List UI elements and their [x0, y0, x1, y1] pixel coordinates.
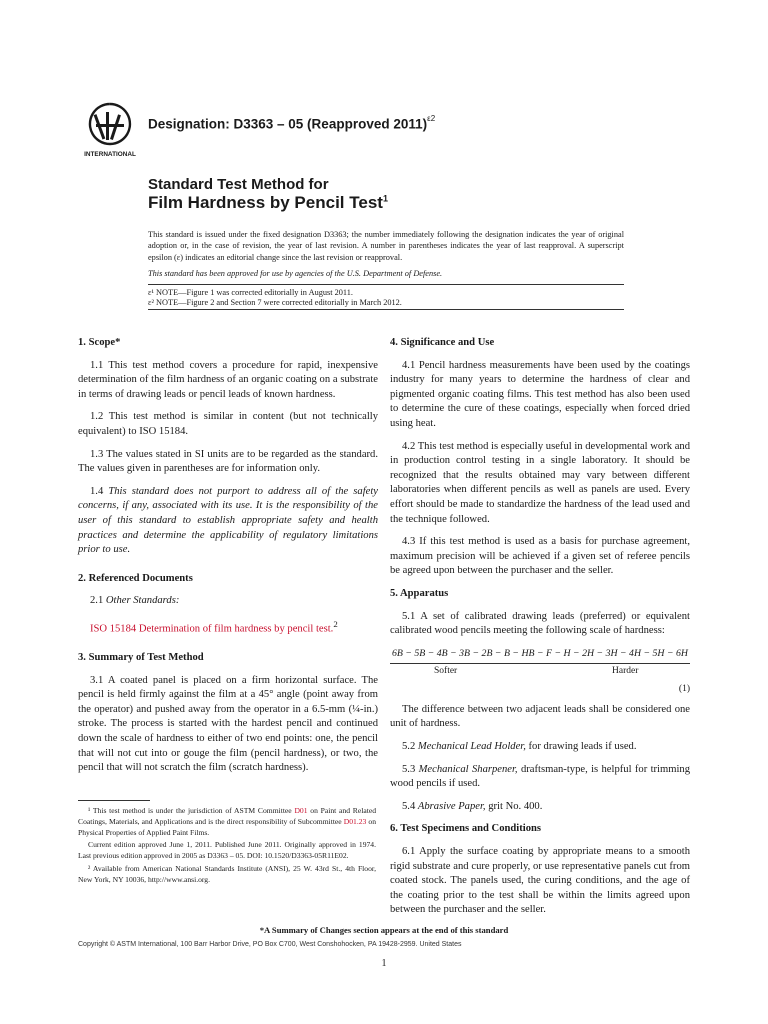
paragraph-4-1: 4.1 Pencil hardness measurements have been used by the coatings industry for many years to determine the hardness of clear and pigmented organic coating films. This test method has also been used to determine the cure of these coatings, especially when forced dried using heat.	[390, 359, 690, 429]
footnote-1	[78, 806, 376, 838]
paragraph-5-3	[390, 763, 690, 792]
footnote-divider	[78, 800, 150, 801]
footnote-1-edition: Current edition approved June 1, 2011. Published June 2011. Originally approved in 1974. Last previous edition approved in 2005 as D3363 – 05. DOI: 10.1520/D3363-05R11E02.	[78, 840, 376, 861]
paragraph-2-1	[78, 594, 378, 609]
equation-number: (1)	[678, 684, 690, 695]
paragraph-3-1: 3.1 A coated panel is placed on a firm horizontal surface. The pencil is held firmly against the film at a 45° angle (point away from the operator) and pushed away from the operator in a 6.5-mm (¼-in.) stroke. The process is started with the hardest pencil and continued down the scale of hardness to either of two end points: one, the pencil that will not cut into or gouge the film (pencil hardness), or two, the pencil that will not scratch the film (scratch hardness).	[78, 674, 378, 774]
softer-label: Softer	[434, 666, 458, 677]
title-line-1: Standard Test Method for	[148, 176, 329, 193]
paragraph-text: for drawing leads if used.	[525, 741, 637, 753]
intro-paragraph: This standard is issued under the fixed designation D3363; the number immediately following the designation indicates the year of original adoption or, in the case of revision, the year of last revision. A number in parentheses indicates the year of last reapproval. A superscript epsilon (ε) indicates an editorial change since the last revision or reapproval.	[148, 230, 624, 262]
iso-reference	[78, 617, 378, 637]
paragraph-text: draftsman-type, is helpful for trimming wood pencils if used.	[390, 763, 691, 790]
title-line-2	[148, 193, 388, 213]
paragraph-5-2	[390, 740, 690, 755]
paragraph-5-4	[390, 800, 690, 815]
subcommittee-d01-23-link[interactable]: D01.23	[343, 816, 367, 826]
paragraph-number: 5.2	[402, 741, 418, 753]
editorial-note-1: ε¹ NOTE—Figure 1 was corrected editorially in August 2011.	[148, 288, 353, 297]
summary-of-changes-notice: *A Summary of Changes section appears at the end of this standard	[259, 925, 509, 935]
iso-15184-link[interactable]: ISO 15184 Determination of film hardness by pencil test.	[90, 623, 334, 635]
term: Abrasive Paper,	[417, 800, 486, 812]
safety-statement: This standard does not purport to address all of the safety concerns, if any, associated with its use. It is the responsibility of the user of this standard to establish appropriate safety and health practices and determine the applicability of regulatory limitations prior to use.	[78, 485, 379, 556]
term: Mechanical Sharpener,	[418, 763, 518, 775]
paragraph-number: 2.1	[90, 595, 106, 607]
paragraph-text: grit No. 400.	[485, 800, 543, 812]
harder-label: Harder	[612, 666, 639, 677]
paragraph-number: 1.4	[90, 485, 109, 497]
copyright: Copyright © ASTM International, 100 Barr Harbor Drive, PO Box C700, West Conshohocken, PA 19428-2959. United States	[78, 941, 462, 948]
right-column	[390, 336, 690, 926]
paragraph-1-2: 1.2 This test method is similar in content (but not technically equivalent) to ISO 15184.	[78, 411, 378, 437]
paragraph-1-3: 1.3 The values stated in SI units are to be regarded as the standard. The values given in parentheses are for information only.	[78, 448, 378, 475]
paragraph-4-2: 4.2 This test method is especially useful in developmental work and in production control testing in a single laboratory. It should be recognized that the results obtained may vary between different laboratories when different pencils as well as panels are used. Every effort should be made to standardize the hardness of the lead used and the technique followed.	[390, 440, 690, 525]
page-number: 1	[381, 958, 387, 969]
divider	[148, 309, 624, 310]
paragraph-5-1: 5.1 A set of calibrated drawing leads (preferred) or equivalent calibrated wood pencils meeting the following scale of hardness:	[390, 610, 690, 637]
paragraph-hardness-unit: The difference between two adjacent leads shall be considered one unit of hardness.	[390, 703, 690, 730]
divider	[148, 284, 624, 285]
footnotes	[78, 806, 376, 888]
section-heading-apparatus: 5. Apparatus	[390, 587, 449, 599]
section-heading-specimens: 6. Test Specimens and Conditions	[390, 823, 542, 835]
hardness-scale-values: 6B − 5B − 4B − 3B − 2B − B − HB − F − H − 2H − 3H − 4H − 5H − 6H	[390, 647, 690, 665]
footnote-2: ² Available from American National Standards Institute (ANSI), 25 W. 43rd St., 4th Floor, New York, NY 10036, http://www.ansi.org.	[78, 863, 376, 884]
designation-text: Designation: D3363 – 05 (Reapproved 2011)	[148, 116, 428, 132]
section-heading-significance: 4. Significance and Use	[390, 337, 495, 348]
hardness-scale-labels	[390, 664, 690, 676]
left-column	[78, 336, 378, 784]
paragraph-1-4	[78, 485, 378, 558]
paragraph-1-1: 1.1 This test method covers a procedure for rapid, inexpensive determination of the film hardness of an organic coating on a substrate in terms of drawing leads or pencil leads of known hardness.	[78, 359, 378, 400]
footnote-ref-2[interactable]: 2	[333, 618, 338, 629]
designation-sup: ε2	[427, 114, 436, 123]
section-heading-referenced-documents: 2. Referenced Documents	[78, 572, 193, 584]
footnote-text: on Physical Properties of Applied Paint Films.	[78, 816, 376, 837]
title-sup: 1	[382, 193, 388, 204]
editorial-note-2: ε² NOTE—Figure 2 and Section 7 were corrected editorially in March 2012.	[148, 298, 402, 307]
designation	[148, 116, 435, 132]
paragraph-number: 5.3	[402, 763, 419, 775]
footnote-text: on Paint and Related Coatings, Materials, and Applications and is the direct responsibility of Subcommittee	[78, 806, 376, 826]
hardness-scale	[390, 647, 690, 677]
section-heading-scope: 1. Scope*	[78, 337, 121, 348]
logo-subtext: INTERNATIONAL	[84, 151, 136, 158]
committee-d01-link[interactable]: D01	[294, 806, 308, 815]
footnote-text: ¹ This test method is under the jurisdiction of ASTM Committee	[88, 806, 295, 815]
title-text: Film Hardness by Pencil Test	[148, 193, 383, 212]
paragraph-4-3: 4.3 If this test method is used as a basis for purchase agreement, maximum precision will be achieved if a given set of referee pencils be agreed upon between the purchaser and the seller.	[390, 536, 690, 577]
astm-logo-icon	[78, 100, 142, 160]
section-heading-summary: 3. Summary of Test Method	[78, 652, 204, 664]
defense-approval-note: This standard has been approved for use by agencies of the U.S. Department of Defense.	[148, 269, 443, 278]
paragraph-number: 5.4	[402, 800, 418, 812]
paragraph-6-1: 6.1 Apply the surface coating by appropriate means to a smooth rigid substrate and cure properly, or use representative panels cut from coated stock. The panels used, the curing conditions, and the age of the coating prior to the test shall be within the limits agreed upon between the purchaser and the seller.	[390, 846, 690, 916]
term: Mechanical Lead Holder,	[417, 741, 526, 753]
other-standards-label: Other Standards:	[105, 595, 180, 607]
